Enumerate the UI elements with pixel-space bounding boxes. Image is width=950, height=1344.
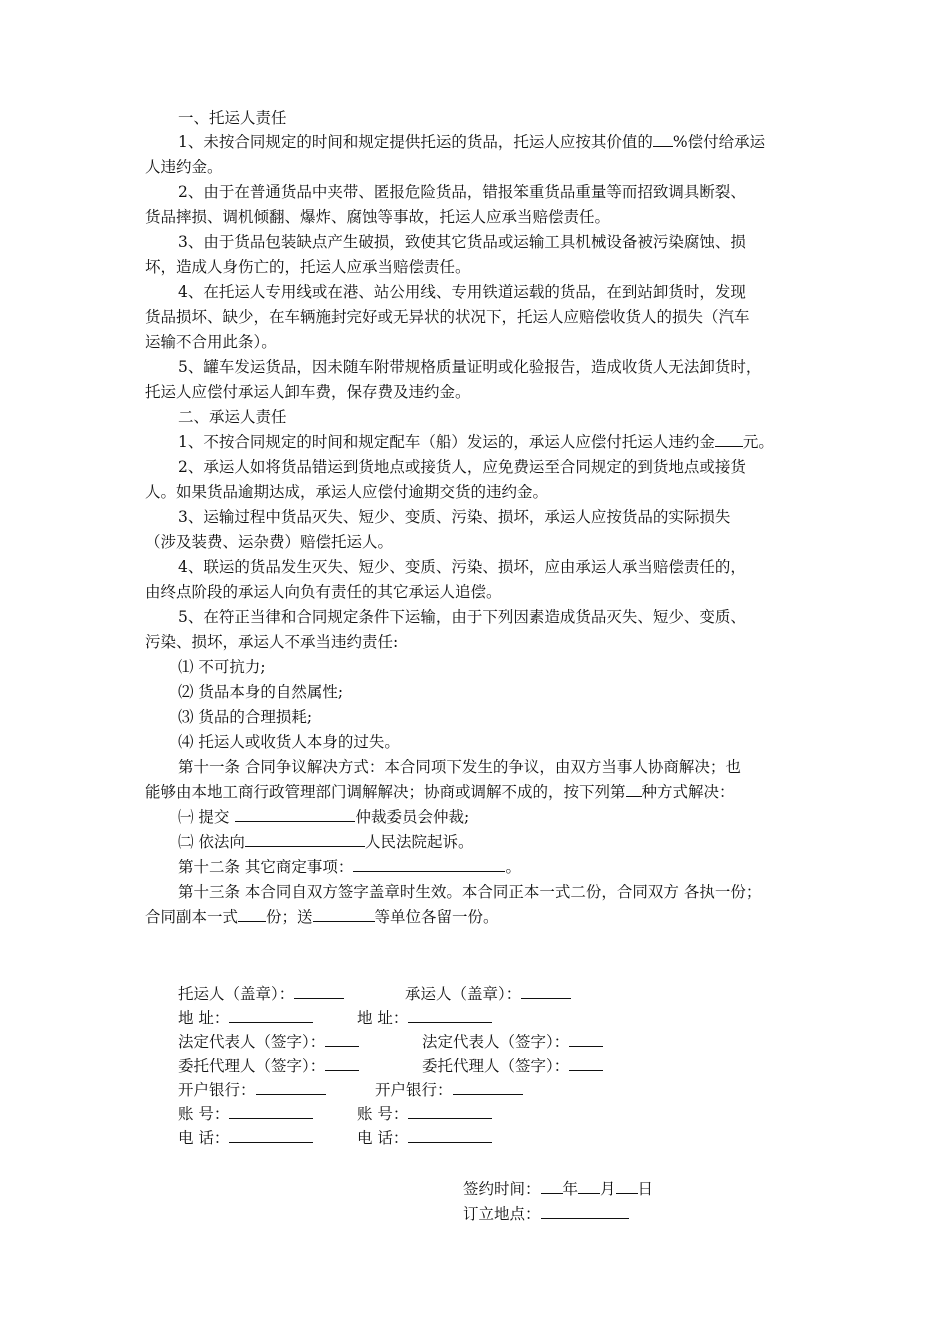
clause-s1-cont [145,155,223,179]
text: 3、运输过程中货品灭失、短少、变质、污染、损坏，承运人应按货品的实际损失 [178,508,731,526]
shipper-address-blank[interactable] [229,1006,313,1023]
label: 托运人（盖章）： [178,985,295,1003]
signing-time [463,1177,653,1201]
clause-s4 [178,280,746,304]
text: 份；送 [266,908,313,926]
text: ⑶ 货品的合理损耗; [178,708,313,726]
month-label: 月 [600,1180,616,1198]
label: 委托代理人（签字）： [178,1057,326,1075]
shipper-heading [178,106,287,130]
blank-field[interactable] [653,130,673,147]
text: 元。 [742,433,774,451]
text: %偿付给承运 [672,133,766,151]
month-blank[interactable] [578,1177,600,1194]
label: 账 号： [357,1105,409,1123]
label: 签约时间： [463,1180,541,1198]
shipper-bank [178,1078,326,1102]
shipper-legal-rep [178,1030,359,1054]
shipper-legal-rep-blank[interactable] [325,1030,359,1047]
article-13 [178,880,761,904]
text: 人民法院起诉。 [364,833,474,851]
shipper-seal [178,982,344,1006]
label: 地 址： [178,1009,230,1027]
text: 人违约金。 [145,158,223,176]
text: ⑴ 不可抗力; [178,658,266,676]
text: 第十一条 合同争议解决方式：本合同项下发生的争议，由双方当事人协商解决；也 [178,758,741,776]
text: 2、承运人如将货品错运到货地点或接货人，应免费运至合同规定的到货地点或接货 [178,458,746,476]
article-13-cont [145,905,499,929]
text: 第十二条 其它商定事项： [178,858,354,876]
clause-c5 [178,605,746,629]
label: 法定代表人（签字）： [178,1033,326,1051]
clause-c3-cont [145,530,393,554]
clause-s2 [178,180,746,204]
text: 合同副本一式 [145,908,239,926]
text: 4、联运的货品发生灭失、短少、变质、污染、损坏，应由承运人承当赔偿责任的， [178,558,746,576]
label: 地 址： [357,1009,409,1027]
text: 运输不合用此条）。 [145,333,277,351]
text: 1、未按合同规定的时间和规定提供托运的货品，托运人应按其价值的 [178,133,653,151]
arbitration-blank[interactable] [235,805,355,822]
year-blank[interactable] [541,1177,563,1194]
text: 4、在托运人专用线或在港、站公用线、专用铁道运载的货品，在到站卸货时，发现 [178,283,746,301]
text: 仲裁委员会仲裁; [355,808,470,826]
clause-c1 [178,430,774,454]
label: 开户银行： [178,1081,256,1099]
place-blank[interactable] [541,1202,629,1219]
text: 由终点阶段的承运人向负有责任的其它承运人追偿。 [145,583,502,601]
shipper-address [178,1006,313,1030]
clause-c4 [178,555,746,579]
clause-s5-cont [145,380,471,404]
article-11 [178,755,741,779]
year-label: 年 [562,1180,579,1198]
shipper-account [178,1102,313,1126]
clause-c5-cont [145,630,398,654]
clause-c2-cont [145,480,548,504]
carrier-address-blank[interactable] [408,1006,492,1023]
clause-s1 [178,130,765,154]
clause-s5 [178,355,761,379]
clause-s2-cont [145,205,610,229]
text: 5、在符正当律和合同规定条件下运输，由于下列因素造成货品灭失、短少、变质、 [178,608,746,626]
label: 开户银行： [375,1081,453,1099]
shipper-account-blank[interactable] [229,1102,313,1119]
shipper-agent-blank[interactable] [325,1054,359,1071]
article-12 [178,855,521,879]
clause-s3-cont [145,255,471,279]
carrier-bank-blank[interactable] [453,1078,523,1095]
shipper-phone [178,1126,313,1150]
label: 委托代理人（签字）： [422,1057,570,1075]
label: 承运人（盖章）： [405,985,522,1003]
heading-text: 二、承运人责任 [178,408,287,426]
text: 种方式解决： [641,783,735,801]
text: 货品摔损、调机倾翻、爆炸、腐蚀等事故，托运人应承当赔偿责任。 [145,208,611,226]
exemption-4 [178,730,400,754]
text: 3、由于货品包装缺点产生破损，致使其它货品或运输工具机械设备被污染腐蚀、损 [178,233,746,251]
text: 货品损坏、缺少，在车辆施封完好或无异状的状况下，托运人应赔偿收货人的损失（汽车 [145,308,750,326]
clause-s4-cont [145,305,750,329]
exemption-2 [178,680,343,704]
carrier-agent [422,1054,603,1078]
text: ㈠ 提交 [178,808,230,826]
signing-place [463,1202,629,1226]
text: 坏，造成人身伤亡的，托运人应承当赔偿责任。 [145,258,471,276]
shipper-agent [178,1054,359,1078]
blank-field[interactable] [715,430,743,447]
article-11-cont [145,780,735,804]
text: 托运人应偿付承运人卸车费，保存费及违约金。 [145,383,471,401]
clause-c2 [178,455,746,479]
text: 2、由于在普通货品中夹带、匿报危险货品，错报笨重货品重量等而招致调具断裂、 [178,183,746,201]
text: 。 [505,858,521,876]
day-blank[interactable] [616,1177,638,1194]
carrier-legal-rep [422,1030,603,1054]
text: ⑵ 货品本身的自然属性; [178,683,344,701]
text: （涉及装费、运杂费）赔偿托运人。 [145,533,394,551]
carrier-phone-blank[interactable] [408,1126,492,1143]
carrier-legal-rep-blank[interactable] [569,1030,603,1047]
clause-s4-cont2 [145,330,277,354]
carrier-agent-blank[interactable] [569,1054,603,1071]
text: 污染、损坏，承运人不承当违约责任: [145,633,399,651]
option-1 [178,805,469,829]
day-label: 日 [637,1180,654,1198]
shipper-phone-blank[interactable] [229,1126,313,1143]
carrier-account-blank[interactable] [408,1102,492,1119]
blank-field[interactable] [626,780,642,797]
text: 人。如果货品逾期达成，承运人应偿付逾期交货的违约金。 [145,483,549,501]
label: 法定代表人（签字）： [422,1033,570,1051]
text: ⑷ 托运人或收货人本身的过失。 [178,733,400,751]
carrier-seal-blank[interactable] [521,982,571,999]
carrier-address [357,1006,492,1030]
carrier-account [357,1102,492,1126]
shipper-seal-blank[interactable] [294,982,344,999]
other-terms-blank[interactable] [353,855,505,872]
text: 等单位各留一份。 [374,908,499,926]
carrier-heading [178,405,287,429]
shipper-bank-blank[interactable] [256,1078,326,1095]
carrier-phone [357,1126,492,1150]
label: 电 话： [357,1129,409,1147]
recipient-blank[interactable] [313,905,375,922]
option-2 [178,830,473,854]
clause-c3 [178,505,730,529]
copies-blank[interactable] [238,905,266,922]
exemption-1 [178,655,266,679]
exemption-3 [178,705,312,729]
clause-c4-cont [145,580,502,604]
label: 账 号： [178,1105,230,1123]
label: 电 话： [178,1129,230,1147]
label: 订立地点： [463,1205,541,1223]
text: 第十三条 本合同自双方签字盖章时生效。本合同正本一式二份，合同双方 各执一份； [178,883,762,901]
text: ㈡ 依法向 [178,833,245,851]
carrier-bank [375,1078,523,1102]
text: 1、不按合同规定的时间和规定配车（船）发运的，承运人应偿付托运人违约金 [178,433,715,451]
court-blank[interactable] [245,830,365,847]
clause-s3 [178,230,746,254]
text: 5、罐车发运货品，因未随车附带规格质量证明或化验报告，造成收货人无法卸货时， [178,358,762,376]
text: 能够由本地工商行政管理部门调解解决；协商或调解不成的，按下列第 [145,783,626,801]
heading-text: 一、托运人责任 [178,109,287,127]
carrier-seal [405,982,571,1006]
